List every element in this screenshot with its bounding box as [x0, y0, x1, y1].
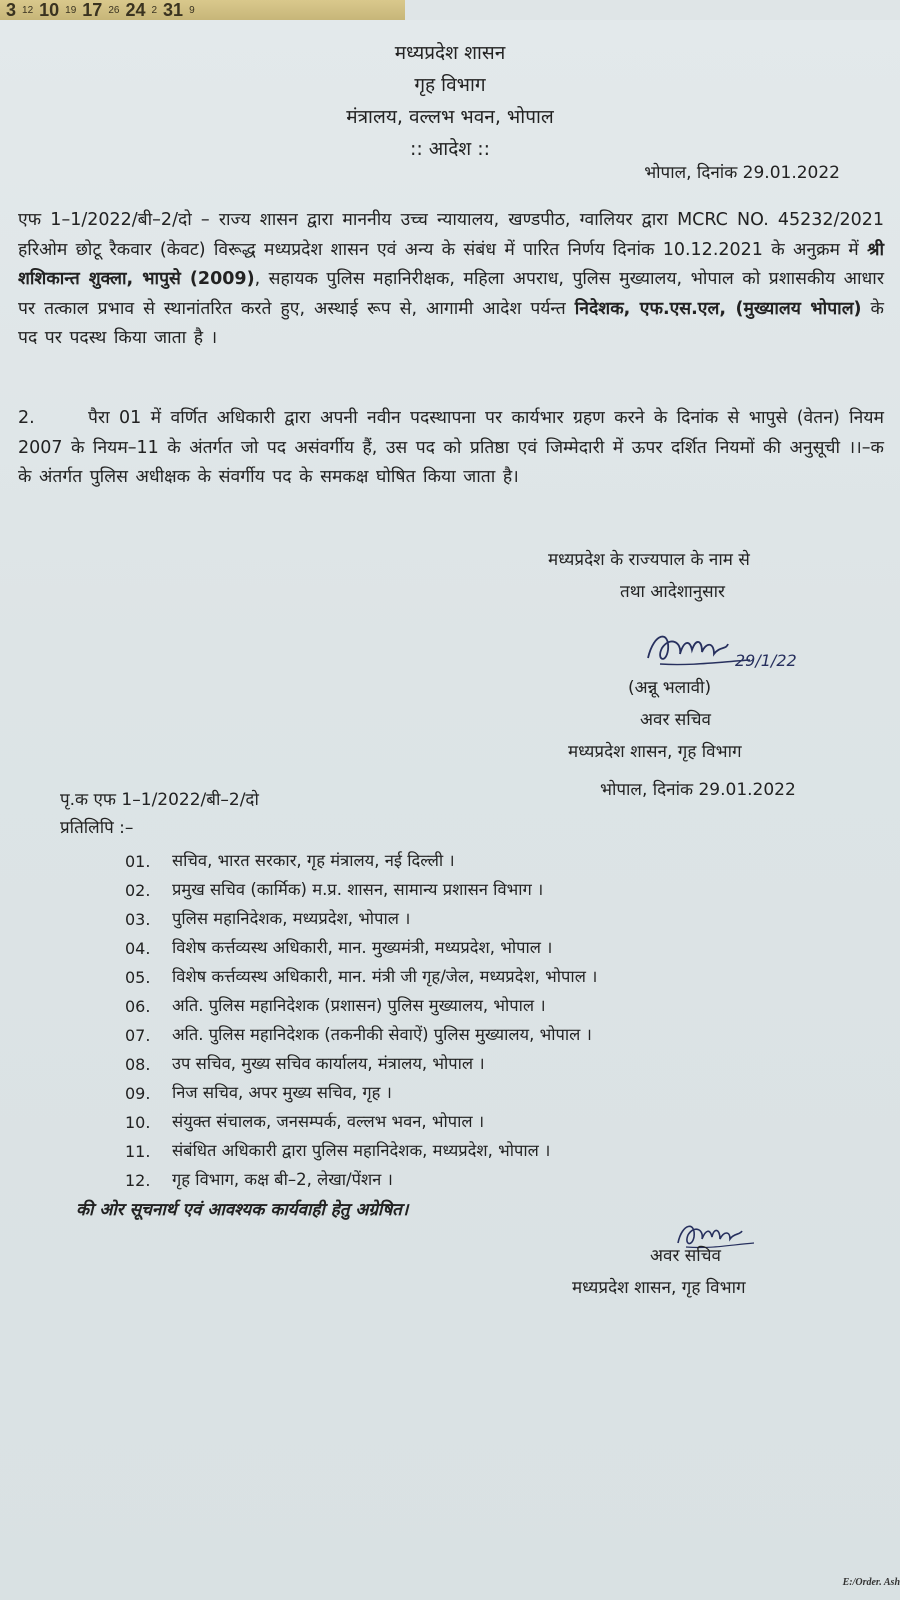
- calendar-strip: [0, 0, 405, 20]
- signature-date: 29/1/22: [735, 651, 797, 670]
- officer-name: श्री शशिकान्त शुक्ला, भापुसे (2009): [18, 239, 884, 289]
- list-item-number: 01.: [125, 852, 151, 871]
- list-item-number: 10.: [125, 1113, 151, 1132]
- list-item-text: अति. पुलिस महानिदेशक (प्रशासन) पुलिस मुख्यालय, भोपाल ।: [172, 996, 546, 1015]
- para1-text: एफ 1–1/2022/बी–2/दो – राज्य शासन द्वारा माननीय उच्च न्यायालय, खण्डपीठ, ग्वालियर द्वारा MCRC NO. 45232/2021 हरिओम छोटू रैकवार (केवट) विरूद्ध मध्यप्रदेश शासन एवं अन्य के संबंध में पारित निर्णय दिनांक 10.12.2021 के अनुक्रम में: [18, 210, 884, 260]
- list-item-text: प्रमुख सचिव (कार्मिक) म.प्र. शासन, सामान्य प्रशासन विभाग ।: [172, 880, 544, 899]
- calendar-number: 19: [65, 4, 77, 16]
- list-item-text: विशेष कर्त्तव्यस्थ अधिकारी, मान. मुख्यमंत्री, मध्यप्रदेश, भोपाल ।: [172, 938, 553, 957]
- order-date: भोपाल, दिनांक 29.01.2022: [644, 163, 840, 183]
- para1-text: के पद पर पदस्थ किया जाता है ।: [18, 298, 884, 348]
- department-heading: गृह विभाग: [414, 74, 486, 96]
- list-item-number: 09.: [125, 1084, 151, 1103]
- office-heading: मंत्रालय, वल्लभ भवन, भोपाल: [346, 106, 554, 128]
- list-item-number: 02.: [125, 881, 151, 900]
- calendar-number: 9: [189, 4, 195, 16]
- para2-text: पैरा 01 में वर्णित अधिकारी द्वारा अपनी नवीन पदस्थापना पर कार्यभार ग्रहण करने के दिनांक से भापुसे (वेतन) नियम 2007 के नियम–11 के अंतर्गत जो पद असंवर्गीय हैं, उस पद को प्रतिष्ठा एवं जिम्मेदारी में ऊपर दर्शित नियमों की अनुसूची ।।–क के अंतर्गत पुलिस अधीक्षक के संवर्गीय पद के समकक्ष घोषित किया जाता है।: [18, 408, 884, 487]
- calendar-number: 12: [22, 4, 34, 16]
- calendar-number: 3: [6, 0, 17, 20]
- order-document: [0, 20, 900, 1600]
- list-item-text: पुलिस महानिदेशक, मध्यप्रदेश, भोपाल ।: [172, 909, 411, 928]
- list-item-number: 06.: [125, 997, 151, 1016]
- list-item-text: उप सचिव, मुख्य सचिव कार्यालय, मंत्रालय, भोपाल ।: [172, 1054, 485, 1073]
- forwarding-note: की ओर सूचनार्थ एवं आवश्यक कार्यवाही हेतु अग्रेषित।: [76, 1200, 409, 1220]
- list-item-number: 05.: [125, 968, 151, 987]
- list-item-text: गृह विभाग, कक्ष बी–2, लेखा/पेंशन ।: [172, 1170, 393, 1189]
- calendar-number: 17: [82, 0, 103, 20]
- list-item-text: विशेष कर्त्तव्यस्थ अधिकारी, मान. मंत्री जी गृह/जेल, मध्यप्रदेश, भोपाल ।: [172, 967, 598, 986]
- list-item-text: अति. पुलिस महानिदेशक (तकनीकी सेवाऐं) पुलिस मुख्यालय, भोपाल ।: [172, 1025, 592, 1044]
- order-paragraph-2: [18, 404, 884, 493]
- list-item-number: 12.: [125, 1171, 151, 1190]
- list-item-text: संबंधित अधिकारी द्वारा पुलिस महानिदेशक, मध्यप्रदेश, भोपाल ।: [172, 1141, 551, 1160]
- list-item-number: 04.: [125, 939, 151, 958]
- calendar-number: 10: [39, 0, 60, 20]
- order-paragraph-1: [18, 206, 884, 354]
- file-path-footer: E:/Order. Ash: [842, 1577, 900, 1588]
- endorsement-date: भोपाल, दिनांक 29.01.2022: [600, 780, 796, 800]
- order-authority-line: तथा आदेशानुसार: [620, 582, 726, 602]
- list-item-text: संयुक्त संचालक, जनसम्पर्क, वल्लभ भवन, भोपाल ।: [172, 1112, 485, 1131]
- governor-authority-line: मध्यप्रदेश के राज्यपाल के नाम से: [548, 550, 750, 570]
- calendar-number: 31: [163, 0, 184, 20]
- endorsement-reference: पृ.क एफ 1–1/2022/बी–2/दो: [60, 790, 259, 810]
- calendar-number: 26: [108, 4, 120, 16]
- para2-number: 2.: [18, 408, 35, 428]
- list-item-number: 11.: [125, 1142, 151, 1161]
- signature-image: [640, 620, 810, 680]
- calendar-number: 2: [151, 4, 158, 16]
- new-post: निदेशक, एफ.एस.एल, (मुख्यालय भोपाल): [574, 298, 862, 319]
- calendar-number: 24: [125, 0, 146, 20]
- copy-label: प्रतिलिपि :–: [60, 818, 134, 838]
- para1-text: , सहायक पुलिस महानिरीक्षक, महिला अपराध, पुलिस मुख्यालय, भोपाल को प्रशासकीय आधार पर तत्काल प्रभाव से स्थानांतरित करते हुए, अस्थाई रूप से, आगामी आदेश पर्यन्त: [18, 269, 884, 319]
- list-item-text: निज सचिव, अपर मुख्य सचिव, गृह ।: [172, 1083, 392, 1102]
- list-item-text: सचिव, भारत सरकार, गृह मंत्रालय, नई दिल्ली ।: [172, 851, 455, 870]
- signatory-designation: अवर सचिव: [640, 710, 711, 730]
- list-item-number: 03.: [125, 910, 151, 929]
- list-item-number: 08.: [125, 1055, 151, 1074]
- government-heading: मध्यप्रदेश शासन: [394, 42, 506, 64]
- endorsement-department: मध्यप्रदेश शासन, गृह विभाग: [572, 1278, 746, 1298]
- list-item-number: 07.: [125, 1026, 151, 1045]
- endorsement-designation: अवर सचिव: [650, 1246, 721, 1266]
- order-title: :: आदेश ::: [409, 138, 491, 160]
- signatory-name: (अन्नू भलावी): [628, 678, 712, 698]
- signatory-department: मध्यप्रदेश शासन, गृह विभाग: [568, 742, 742, 762]
